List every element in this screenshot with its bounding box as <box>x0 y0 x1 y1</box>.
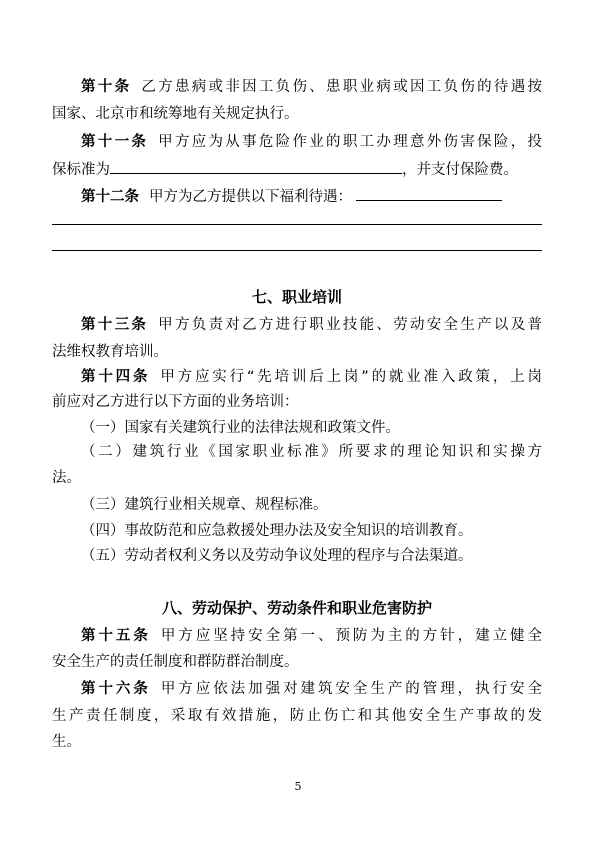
section-8-heading: 八、劳动保护、劳动条件和职业危害防护 <box>161 599 432 617</box>
article-11-label: 第十一条 <box>81 134 149 150</box>
page-number: 5 <box>294 780 302 793</box>
article-12-label: 第十二条 <box>81 189 139 205</box>
article-13-text-1: 甲方负责对乙方进行职业技能、劳动安全生产以及普 <box>158 317 543 333</box>
article-16-label: 第十六条 <box>81 681 151 697</box>
training-item-2: （二）建筑行业《国家职业标准》所要求的理论知识和实操方 <box>81 444 542 460</box>
article-10-label: 第十条 <box>81 79 132 95</box>
training-item-5: （五）劳动者权利义务以及劳动争议处理的程序与合法渠道。 <box>81 548 473 564</box>
article-16-line-2: 生产责任制度，采取有效措施，防止伤亡和其他安全生产事故的发 <box>52 708 542 724</box>
article-14-label: 第十四条 <box>81 369 151 385</box>
article-13-line-1 <box>52 314 542 336</box>
article-14-text-1: 甲方应实行“先培训后上岗”的就业准入政策，上岗 <box>160 369 543 385</box>
article-16-line-3: 生。 <box>52 734 81 750</box>
training-item-1: （一）国家有关建筑行业的法律法规和政策文件。 <box>81 420 400 436</box>
article-15-text-1: 甲方应坚持安全第一、预防为主的方针，建立健全 <box>160 628 543 644</box>
article-10-line-2: 国家、北京市和统筹地有关规定执行。 <box>52 106 299 122</box>
insurance-standard-label: 保标准为 <box>52 162 110 178</box>
benefits-blank-line-2 <box>52 250 542 251</box>
article-14-line-2: 前应对乙方进行以下方面的业务培训： <box>52 394 299 410</box>
article-15-line-1 <box>52 625 542 647</box>
article-16-text-1: 甲方应依法加强对建筑安全生产的管理，执行安全 <box>160 681 543 697</box>
insurance-standard-blank <box>110 158 402 174</box>
article-15-label: 第十五条 <box>81 628 151 644</box>
article-12-text: 甲方为乙方提供以下福利待遇： <box>149 189 352 205</box>
section-7-heading: 七、职业培训 <box>251 288 342 306</box>
article-13-line-2: 法维权教育培训。 <box>52 344 168 360</box>
benefits-blank <box>356 185 502 201</box>
training-item-3: （三）建筑行业相关规章、规程标准。 <box>81 497 328 513</box>
article-10-text-1: 乙方患病或非因工负伤、患职业病或因工负伤的待遇按 <box>141 79 543 95</box>
article-11-text-1: 甲方应为从事危险作业的职工办理意外伤害保险，投 <box>158 134 543 150</box>
article-14-line-1 <box>52 366 542 388</box>
insurance-fee-text: ，并支付保险费。 <box>402 162 518 178</box>
article-10-line-1 <box>52 76 542 98</box>
article-12-line <box>52 185 542 207</box>
article-15-line-2: 安全生产的责任制度和群防群治制度。 <box>52 654 299 670</box>
article-13-label: 第十三条 <box>81 317 149 333</box>
training-item-4: （四）事故防范和应急救援处理办法及安全知识的培训教育。 <box>81 523 473 539</box>
article-16-line-1 <box>52 678 542 700</box>
benefits-blank-line-1 <box>52 224 542 225</box>
article-11-line-2 <box>52 158 542 180</box>
article-11-line-1 <box>52 131 542 153</box>
training-item-2-cont: 法。 <box>52 470 81 486</box>
